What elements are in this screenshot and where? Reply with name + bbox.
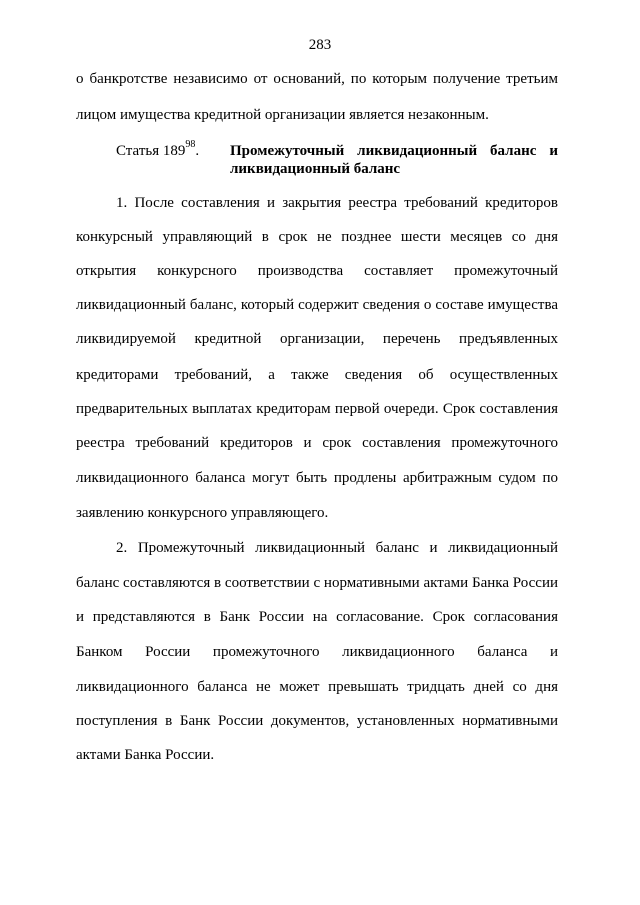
paragraph-1-line: заявлению конкурсного управляющего. (76, 505, 329, 521)
paragraph-1-line: ликвидируемой кредитной организации, перечень предъявленных (76, 331, 558, 347)
paragraph-2-line: ликвидационного баланса не может превышать тридцать дней со дня (76, 679, 558, 695)
paragraph-2-line: 2. Промежуточный ликвидационный баланс и ликвидационный (116, 540, 558, 556)
paragraph-2-line: баланс составляются в соответствии с нормативными актами Банка России (76, 575, 558, 591)
intro-line: о банкротстве независимо от оснований, по которым получение третьим (76, 71, 558, 87)
paragraph-2-line: актами Банка России. (76, 747, 215, 763)
paragraph-1-line: конкурсный управляющий в срок не позднее шести месяцев со дня (76, 229, 558, 245)
page-number: 283 (308, 37, 332, 53)
article-title-line: ликвидационный баланс (230, 161, 401, 177)
paragraph-1-line: 1. После составления и закрытия реестра требований кредиторов (116, 195, 558, 211)
article-number-superscript: 98 (185, 139, 196, 150)
paragraph-2-line: и представляются в Банк России на согласование. Срок согласования (76, 609, 558, 625)
paragraph-1-line: ликвидационный баланс, который содержит сведения о составе имущества (76, 297, 558, 313)
intro-line: лицом имущества кредитной организации является незаконным. (76, 107, 489, 123)
paragraph-1-line: реестра требований кредиторов и срок составления промежуточного (76, 435, 558, 451)
paragraph-2-line: поступления в Банк России документов, установленных нормативными (76, 713, 558, 729)
article-label-suffix: . (195, 143, 200, 159)
paragraph-2-line: Банком России промежуточного ликвидационного баланса и (76, 644, 558, 660)
article-label (116, 139, 200, 160)
paragraph-1-line: предварительных выплатах кредиторам первой очереди. Срок составления (76, 401, 558, 417)
article-label-text: Статья 189 (116, 143, 186, 159)
article-title-line: Промежуточный ликвидационный баланс и (230, 143, 558, 159)
paragraph-1-line: ликвидационного баланса могут быть продлены арбитражным судом по (76, 470, 558, 486)
paragraph-1-line: кредиторами требований, а также сведения об осуществленных (76, 367, 558, 383)
paragraph-1-line: открытия конкурсного производства составляет промежуточный (76, 263, 558, 279)
